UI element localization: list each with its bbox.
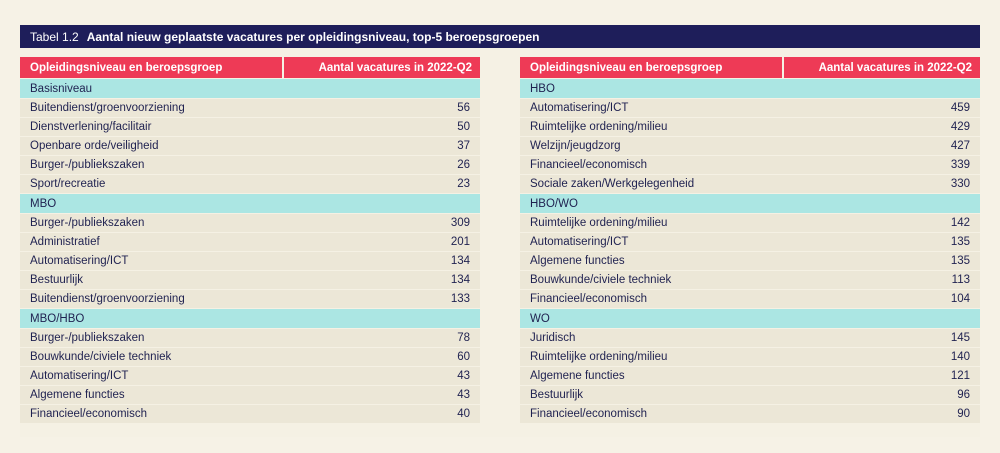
row-value: 104 (950, 293, 970, 305)
row-value: 23 (457, 178, 470, 190)
table-row (520, 386, 980, 404)
row-label: Ruimtelijke ordening/milieu (530, 121, 668, 133)
table-row (20, 156, 480, 174)
row-label: Buitendienst/groenvoorziening (30, 293, 185, 305)
row-label: Algemene functies (530, 370, 625, 382)
table-row (20, 137, 480, 155)
row-value: 43 (457, 370, 470, 382)
row-label: Automatisering/ICT (530, 102, 629, 114)
table-row (20, 252, 480, 270)
row-value: 37 (457, 140, 470, 152)
table-figure (20, 25, 980, 437)
row-value: 113 (951, 274, 970, 286)
row-label: Sociale zaken/Werkgelegenheid (530, 178, 695, 190)
group-header: MBO/HBO (20, 309, 480, 328)
header-count: Aantal vacatures in 2022-Q2 (282, 57, 480, 78)
row-label: Automatisering/ICT (30, 370, 129, 382)
table-row (520, 233, 980, 251)
header-category: Opleidingsniveau en beroepsgroep (20, 57, 282, 78)
table-row (520, 348, 980, 366)
row-value: 43 (457, 389, 470, 401)
row-value: 121 (950, 370, 970, 382)
table-row (520, 367, 980, 385)
row-value: 60 (457, 351, 470, 363)
table-row (20, 175, 480, 193)
table-row (520, 290, 980, 308)
row-label: Algemene functies (30, 389, 125, 401)
row-label: Buitendienst/groenvoorziening (30, 102, 185, 114)
row-value: 133 (450, 293, 470, 305)
row-value: 140 (950, 351, 970, 363)
row-label: Juridisch (530, 332, 576, 344)
row-label: Dienstverlening/facilitair (30, 121, 152, 133)
table-row (520, 99, 980, 117)
row-value: 309 (450, 217, 470, 229)
row-label: Automatisering/ICT (30, 255, 129, 267)
row-label: Financieel/economisch (530, 293, 647, 305)
table-row (20, 405, 480, 423)
row-label: Ruimtelijke ordening/milieu (530, 351, 668, 363)
group-header: Basisniveau (20, 79, 480, 98)
table-row (520, 271, 980, 289)
row-label: Financieel/economisch (30, 408, 147, 420)
row-value: 134 (450, 274, 470, 286)
table-row (520, 405, 980, 423)
row-value: 459 (950, 102, 970, 114)
row-value: 142 (950, 217, 970, 229)
row-value: 56 (457, 102, 470, 114)
table-title-bar (20, 25, 980, 48)
table-left (20, 57, 480, 423)
row-label: Financieel/economisch (530, 408, 647, 420)
row-value: 135 (950, 236, 970, 248)
table-row (520, 175, 980, 193)
row-label: Administratief (30, 236, 100, 248)
row-label: Burger-/publiekszaken (30, 332, 145, 344)
table-header (20, 57, 480, 78)
table-row (20, 99, 480, 117)
table-row (520, 118, 980, 136)
row-value: 78 (457, 332, 470, 344)
row-label: Sport/recreatie (30, 178, 106, 190)
table-row (20, 271, 480, 289)
table-row (20, 329, 480, 347)
table-row (520, 252, 980, 270)
header-count: Aantal vacatures in 2022-Q2 (782, 57, 980, 78)
row-label: Financieel/economisch (530, 159, 647, 171)
table-number: Tabel 1.2 (30, 29, 79, 44)
table-row (20, 386, 480, 404)
table-row (520, 329, 980, 347)
row-label: Bestuurlijk (530, 389, 584, 401)
row-label: Bestuurlijk (30, 274, 84, 286)
row-label: Welzijn/jeugdzorg (530, 140, 621, 152)
group-header: WO (520, 309, 980, 328)
table-row (20, 348, 480, 366)
row-value: 145 (950, 332, 970, 344)
row-value: 339 (950, 159, 970, 171)
row-value: 429 (950, 121, 970, 133)
row-label: Algemene functies (530, 255, 625, 267)
table-row (520, 214, 980, 232)
table-header (520, 57, 980, 78)
table-row (520, 156, 980, 174)
group-header: MBO (20, 194, 480, 213)
row-value: 427 (950, 140, 970, 152)
row-label: Bouwkunde/civiele techniek (30, 351, 172, 363)
row-value: 26 (457, 159, 470, 171)
group-header: HBO/WO (520, 194, 980, 213)
row-label: Ruimtelijke ordening/milieu (530, 217, 668, 229)
table-row (20, 118, 480, 136)
group-header: HBO (520, 79, 980, 98)
row-value: 135 (950, 255, 970, 267)
row-label: Openbare orde/veiligheid (30, 140, 159, 152)
row-value: 134 (450, 255, 470, 267)
row-label: Bouwkunde/civiele techniek (530, 274, 672, 286)
table-row (520, 137, 980, 155)
row-value: 50 (457, 121, 470, 133)
table-row (20, 367, 480, 385)
header-category: Opleidingsniveau en beroepsgroep (520, 57, 782, 78)
table-row (20, 214, 480, 232)
row-value: 330 (950, 178, 970, 190)
row-value: 40 (457, 408, 470, 420)
row-value: 96 (957, 389, 970, 401)
row-label: Automatisering/ICT (530, 236, 629, 248)
table-row (20, 233, 480, 251)
row-label: Burger-/publiekszaken (30, 217, 145, 229)
row-label: Burger-/publiekszaken (30, 159, 145, 171)
table-title: Aantal nieuw geplaatste vacatures per opleidingsniveau, top-5 beroepsgroepen (86, 29, 540, 44)
table-row (20, 290, 480, 308)
row-value: 201 (450, 236, 470, 248)
table-right (520, 57, 980, 423)
row-value: 90 (957, 408, 970, 420)
